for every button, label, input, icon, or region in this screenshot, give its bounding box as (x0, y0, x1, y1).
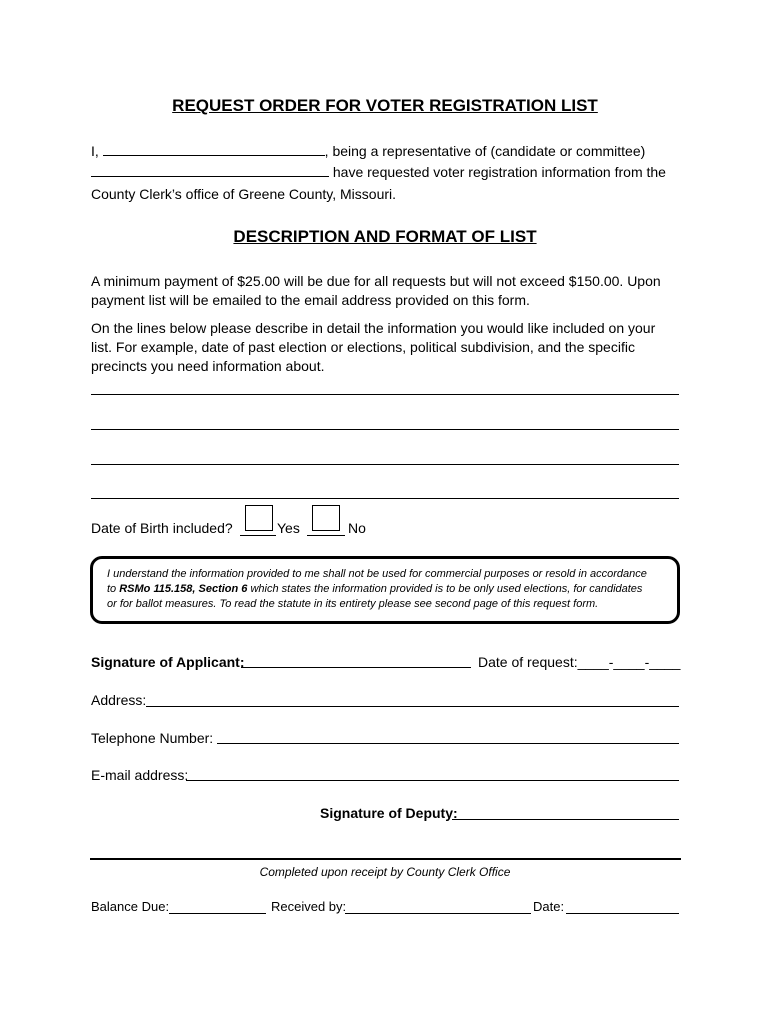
signature-deputy-field[interactable] (452, 819, 679, 820)
telephone-label: Telephone Number: (91, 730, 214, 746)
office-divider (90, 858, 681, 860)
intro-requested-text: have requested voter registration information from the (332, 164, 666, 180)
date-request-text: Date of request: (478, 654, 578, 670)
office-caption: Completed upon receipt by County Clerk Office (259, 865, 511, 879)
office-date-field[interactable] (566, 913, 679, 914)
notice-line-1: I understand the information provided to me shall not be used for commercial purposes or resold in accordance (107, 568, 647, 580)
intro-line-2 (91, 162, 666, 182)
description-line-4[interactable] (91, 498, 679, 499)
dob-no-checkbox[interactable] (312, 505, 340, 531)
dob-yes-underline (240, 535, 276, 536)
payment-line-2: payment list will be emailed to the email address provided on this form. (91, 292, 530, 308)
intro-rep-text: , being a representative of (candidate or committee) (324, 143, 646, 159)
received-by-label: Received by: (271, 899, 347, 914)
description-line-2[interactable] (91, 429, 679, 430)
received-by-field[interactable] (345, 913, 531, 914)
address-label: Address: (91, 692, 147, 708)
address-field[interactable] (146, 706, 679, 707)
notice-line-2-prefix: to (107, 583, 120, 595)
dob-label: Date of Birth included? (91, 520, 233, 536)
intro-i-prefix: I, (91, 143, 99, 159)
describe-line-2: list. For example, date of past election or elections, political subdivision, and the specific (91, 339, 635, 355)
email-field[interactable] (186, 780, 679, 781)
date-request-field[interactable]: ____-____-____ (577, 654, 681, 670)
candidate-committee-field[interactable] (91, 162, 329, 177)
description-line-3[interactable] (91, 464, 679, 465)
signature-applicant-label: Signature of Applicant: (91, 654, 245, 670)
balance-due-label: Balance Due: (91, 899, 170, 914)
notice-line-2-suffix: which states the information provided is to be only used elections, for candidates (247, 583, 643, 595)
balance-due-field[interactable] (169, 913, 266, 914)
form-title: REQUEST ORDER FOR VOTER REGISTRATION LIST (172, 96, 598, 115)
payment-line-1: A minimum payment of $25.00 will be due for all requests but will not exceed $150.00. Upon (91, 273, 661, 289)
dob-yes-label: Yes (277, 520, 300, 536)
office-date-label: Date: (533, 899, 565, 914)
description-line-1[interactable] (91, 394, 679, 395)
commercial-use-notice (90, 556, 680, 624)
intro-county-text: County Clerk’s office of Greene County, Missouri. (91, 186, 397, 202)
notice-line-2 (107, 582, 667, 597)
signature-deputy-label: Signature of Deputy: (320, 805, 458, 821)
date-request-label (478, 652, 680, 672)
telephone-field[interactable] (217, 743, 679, 744)
dob-no-label: No (348, 520, 366, 536)
representative-name-field[interactable] (103, 141, 325, 156)
email-label: E-mail address: (91, 767, 189, 783)
dob-no-underline (307, 535, 345, 536)
signature-applicant-field[interactable] (241, 667, 471, 668)
describe-line-3: precincts you need information about. (91, 358, 325, 374)
statute-reference: RSMo 115.158, Section 6 (119, 583, 248, 595)
dob-yes-checkbox[interactable] (245, 505, 273, 531)
describe-line-1: On the lines below please describe in detail the information you would like included on your (91, 320, 656, 336)
notice-line-3: or for ballot measures. To read the statute in its entirety please see second page of this request form. (107, 598, 599, 610)
section-title: DESCRIPTION AND FORMAT OF LIST (233, 227, 537, 246)
intro-line-1 (91, 141, 645, 161)
